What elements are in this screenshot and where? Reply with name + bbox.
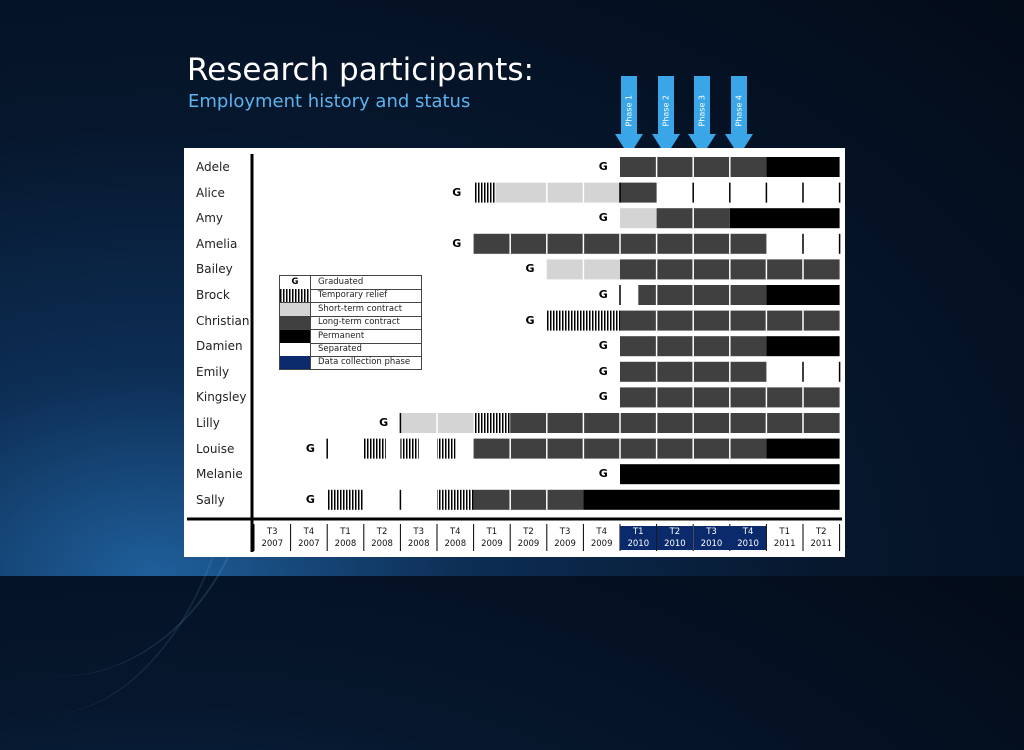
legend (279, 275, 422, 370)
participant-label: Louise (196, 441, 235, 456)
employment-bar-long (510, 413, 839, 433)
participant-label: Alice (196, 185, 225, 200)
graduated-marker: G (598, 160, 608, 173)
participant-label: Christian (196, 313, 250, 328)
graduated-marker: G (525, 262, 535, 276)
participant-label: Kingsley (196, 390, 247, 405)
graduated-marker: G (452, 236, 462, 250)
graduated-marker: G (598, 364, 608, 378)
participant-label: Lilly (196, 416, 220, 430)
employment-bar-temp (437, 439, 455, 459)
term-label: T2 2011 (810, 527, 833, 549)
employment-bar-perm (766, 439, 839, 459)
participant-label: Amy (196, 211, 223, 226)
term-label: T2 2008 (371, 527, 393, 549)
phase-arrow (615, 76, 643, 156)
phase-label: Phase 1 (624, 94, 634, 127)
employment-bar-perm (620, 464, 840, 484)
term-label: T3 2009 (554, 527, 576, 549)
participant-label: Adele (196, 160, 230, 174)
graduated-marker: G (598, 467, 608, 481)
participant-label: Damien (196, 339, 243, 354)
graduated-marker: G (525, 313, 535, 327)
participant-label: Amelia (196, 236, 238, 251)
employment-bar-short (620, 208, 657, 228)
employment-bar-perm (766, 157, 839, 177)
legend-swatch (280, 343, 311, 356)
legend-label: Temporary relief (318, 290, 388, 301)
legend-swatch (280, 316, 311, 329)
slide-title: Research participants: (187, 52, 534, 88)
participant-label: Sally (196, 492, 225, 507)
graduated-marker: G (598, 211, 608, 225)
participant-label: Melanie (196, 467, 243, 482)
legend-item (280, 356, 421, 370)
graduated-marker: G (305, 492, 315, 506)
legend-swatch: G (280, 276, 311, 289)
legend-item (280, 276, 421, 290)
phase-arrow (688, 76, 716, 156)
phase-label: Phase 3 (697, 94, 707, 127)
phase-term-label: T4 2010 (730, 526, 766, 550)
graduated-marker: G (598, 390, 608, 404)
graduated-marker: G (305, 441, 315, 455)
employment-bar-temp (327, 490, 364, 510)
term-label: T1 2008 (334, 527, 357, 549)
graduated-marker: G (379, 416, 389, 429)
graduated-marker: G (598, 339, 608, 353)
legend-item (280, 289, 421, 303)
legend-label: Short-term contract (318, 303, 403, 314)
employment-bar-temp (474, 413, 511, 433)
graduated-marker: G (598, 288, 608, 301)
participant-label: Bailey (196, 262, 233, 277)
phase-label: Phase 2 (661, 94, 671, 127)
phase-arrow (725, 76, 753, 156)
term-label: T2 2009 (517, 527, 540, 549)
legend-item (280, 316, 421, 330)
legend-label: Separated (318, 344, 362, 354)
employment-bar-temp (437, 490, 474, 510)
legend-swatch (280, 289, 311, 302)
phase-term-label: T1 2010 (620, 526, 656, 550)
phase-label: Phase 4 (734, 94, 744, 127)
legend-item (280, 330, 421, 344)
term-label: T1 2011 (773, 527, 796, 549)
phase-term-label: T3 2010 (694, 526, 730, 550)
participant-label: Brock (196, 288, 230, 302)
employment-bar-perm (766, 285, 839, 305)
term-label: T4 2009 (590, 527, 613, 549)
employment-bar-temp (547, 311, 620, 331)
employment-chart (184, 148, 845, 557)
term-label: T4 2007 (298, 527, 320, 549)
employment-bar-temp (400, 439, 418, 459)
employment-bar-temp (474, 183, 496, 203)
legend-swatch (280, 303, 311, 316)
employment-bar-long (620, 183, 657, 203)
term-label: T4 2008 (444, 527, 467, 549)
legend-item (280, 303, 421, 317)
legend-swatch (280, 330, 311, 343)
slide-subtitle: Employment history and status (188, 91, 471, 112)
employment-bar-long (474, 490, 584, 510)
employment-bar-long (638, 285, 766, 305)
legend-item (280, 343, 421, 357)
legend-label: Permanent (318, 330, 365, 341)
term-label: T3 2007 (261, 527, 284, 549)
legend-label: Long-term contract (318, 317, 400, 328)
term-label: T3 2008 (407, 527, 430, 549)
legend-label: Data collection phase (318, 357, 411, 368)
employment-bar-temp (364, 439, 386, 459)
employment-bar-perm (766, 336, 839, 356)
phase-arrow (652, 76, 680, 156)
phase-term-label: T2 2010 (657, 526, 693, 550)
term-label: T1 2009 (481, 527, 503, 549)
employment-bar-perm (583, 490, 839, 510)
legend-label: Graduated (318, 277, 364, 287)
graduated-marker: G (452, 185, 462, 199)
employment-bar-perm (730, 208, 840, 228)
participant-label: Emily (196, 364, 230, 379)
employment-bar-short (496, 183, 620, 203)
legend-swatch (280, 356, 311, 369)
